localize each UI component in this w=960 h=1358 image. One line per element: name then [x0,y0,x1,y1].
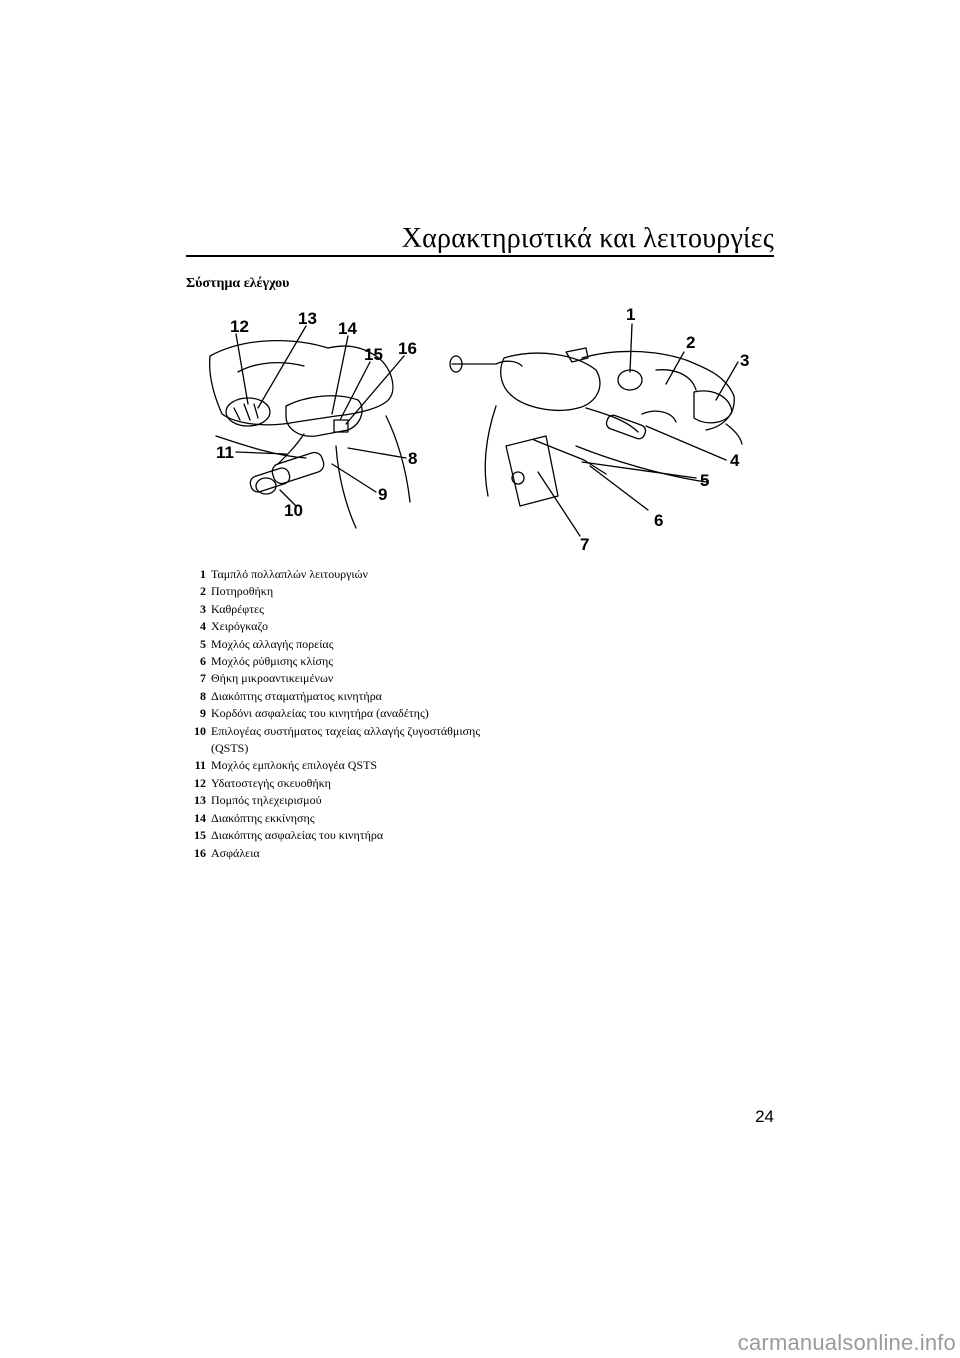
callout-3: 3 [740,351,750,370]
legend-text: Θήκη μικροαντικειμένων [211,671,334,686]
section-title: Σύστημα ελέγχου [186,276,290,291]
leader-line-8 [348,448,406,458]
legend-number: 16 [194,845,206,860]
legend-number: 13 [194,793,206,808]
legend-number: 11 [194,758,206,773]
callout-7: 7 [580,535,590,552]
callout-5: 5 [700,471,710,490]
legend-text: Μοχλός αλλαγής πορείας [211,636,334,651]
legend-item [186,601,486,618]
callout-10: 10 [284,501,303,520]
leader-line-14 [332,336,348,414]
legend-item [186,810,486,827]
legend-number: 9 [200,706,206,721]
callout-6: 6 [654,511,664,530]
legend-text: Χειρόγκαζο [211,619,268,634]
callout-14: 14 [338,319,357,338]
leader-line-4 [646,426,726,460]
legend-item [186,775,486,792]
callout-2: 2 [686,333,696,352]
legend-number: 8 [200,688,206,703]
callout-16: 16 [398,339,417,358]
right-throttle-grip [605,414,647,441]
left-grip-base [270,450,326,485]
callout-9: 9 [378,485,388,504]
legend-number: 10 [194,723,206,738]
legend-item [186,583,486,600]
legend-number: 7 [200,671,206,686]
right-hull-edge [485,406,496,496]
callout-11: 11 [216,443,234,462]
legend-item [186,723,486,758]
callout-4: 4 [730,451,740,470]
left-gauge-arc [238,363,304,372]
leader-line-6 [590,466,648,510]
left-handlebar-housing [286,396,362,437]
leader-line-13 [258,326,306,408]
legend-item [186,566,486,583]
right-handlebar-stem [586,408,638,432]
leader-line-16 [346,356,404,424]
illustration-svg [186,296,774,552]
right-edge-hook [726,424,742,444]
legend-text: Μοχλός ρύθμισης κλίσης [211,654,333,669]
leader-line-7 [538,472,580,536]
right-console-top [582,351,734,430]
leader-line-9 [332,464,376,492]
legend-item [186,688,486,705]
controls-illustration [186,296,774,552]
multifunction-display-knob [618,370,642,390]
legend-text: Κορδόνι ασφαλείας του κινητήρα (αναδέτης) [211,706,429,721]
legend-text: Διακόπτης ασφαλείας του κινητήρα [211,828,384,843]
legend-text: Μοχλός εμπλοκής επιλογέα QSTS [211,758,378,773]
legend-item [186,792,486,809]
legend-item [186,757,486,774]
legend-text: Υδατοστεγής σκευοθήκη [211,775,331,790]
legend-number: 5 [200,636,206,651]
legend-item [186,653,486,670]
legend-text: Διακόπτης εκκίνησης [211,810,315,825]
callout-15: 15 [364,345,383,364]
page-header-title: Χαρακτηριστικά και λειτουργίες [401,223,774,254]
legend-number: 6 [200,654,206,669]
callout-13: 13 [298,309,317,328]
left-grip-end [256,478,276,494]
left-grip [249,466,292,494]
legend-text: Διακόπτης σταματήματος κινητήρα [211,688,382,703]
left-body-edge [386,416,410,502]
storage-lid-lines [234,404,258,420]
legend-text: Ταμπλό πολλαπλών λειτουργιών [211,567,368,581]
callout-12: 12 [230,317,249,336]
legend-list [186,566,486,862]
legend-number: 14 [194,810,206,825]
legend-number: 15 [194,828,206,843]
leader-line-3 [716,362,738,400]
legend-text: Καθρέφτες [211,601,264,616]
right-deck-line-1 [534,440,606,474]
legend-number: 2 [200,584,206,599]
cup-holder-arc [656,370,696,390]
shift-lever-shape [642,411,676,422]
legend-item [186,845,486,862]
watermark-link[interactable]: carmanualsonline.info [737,1330,956,1355]
legend-number: 3 [200,601,206,616]
legend-item [186,618,486,635]
right-mirror-shape [694,391,732,423]
legend-item [186,705,486,722]
leader-line-11 [236,452,286,454]
legend-number: 1 [200,567,206,581]
legend-item [186,827,486,844]
callout-8: 8 [408,449,418,468]
legend-number: 12 [194,775,206,790]
legend-text: Ποτηροθήκη [211,584,274,599]
legend-text: Ασφάλεια [211,845,260,860]
leader-line-1 [630,324,632,372]
page-number: 24 [755,1107,774,1126]
legend-text: Επιλογέας συστήματος ταχείας αλλαγής ζυγοστάθμισης (QSTS) [211,723,481,756]
legend-text: Πομπός τηλεχειρισμού [211,793,322,808]
legend-item [186,636,486,653]
legend-item [186,670,486,687]
lanyard-cord [336,446,356,528]
header-rule [186,255,774,257]
legend-number: 4 [200,619,206,634]
callout-1: 1 [626,305,636,324]
